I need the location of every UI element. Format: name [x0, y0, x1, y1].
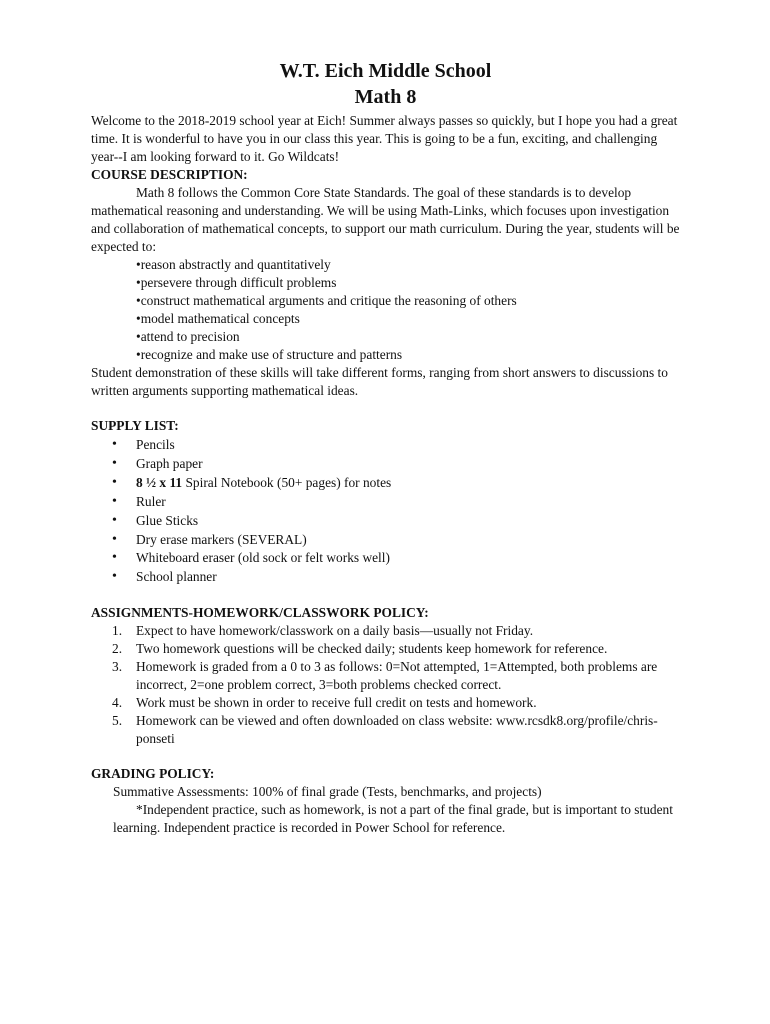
supply-item-text: School planner [136, 569, 217, 585]
section-gap [91, 587, 680, 604]
policy-number: 1. [112, 623, 123, 639]
skill-item: •recognize and make use of structure and patterns [136, 347, 403, 362]
skills-list [91, 256, 680, 364]
supply-item [91, 455, 680, 474]
policy-number: 2. [112, 641, 123, 657]
policy-item [91, 694, 680, 712]
policy-item [91, 658, 680, 694]
bullet-icon: • [112, 512, 117, 528]
supply-item-text: Glue Sticks [136, 512, 199, 528]
skill-item: •attend to precision [136, 329, 240, 344]
supply-item-text: Graph paper [136, 455, 203, 471]
course-title: Math 8 [354, 86, 417, 108]
independent-practice-note: *Independent practice, such as homework, is not a part of the final grade, but is important to student learning. Independent practice is recorded in Power School for reference. [113, 802, 673, 836]
policy-number: 4. [112, 695, 123, 711]
policy-item [91, 712, 680, 748]
supply-item-text: Dry erase markers (SEVERAL) [136, 531, 307, 547]
grading-section [91, 783, 680, 837]
bullet-icon: • [112, 550, 117, 566]
policy-number: 5. [112, 713, 123, 729]
policy-text: Homework is graded from a 0 to 3 as follows: 0=Not attempted, 1=Attempted, both problems are incorrect, 2=one problem correct, 3=both problems checked correct. [136, 659, 658, 693]
policy-number: 3. [112, 659, 123, 675]
bullet-icon: • [112, 437, 117, 452]
bullet-icon: • [112, 493, 117, 509]
skill-item: •model mathematical concepts [136, 311, 300, 326]
assignments-heading: ASSIGNMENTS-HOMEWORK/CLASSWORK POLICY: [91, 605, 429, 621]
policy-text: Expect to have homework/classwork on a daily basis—usually not Friday. [136, 623, 534, 639]
summative-line: Summative Assessments: 100% of final grade (Tests, benchmarks, and projects) [113, 784, 542, 800]
supply-item [91, 568, 680, 587]
policy-text: Homework can be viewed and often downloaded on class website: www.rcsdk8.org/profile/chris-ponseti [136, 713, 658, 747]
supply-list [91, 436, 680, 587]
supply-item-text: Spiral Notebook (50+ pages) for notes [182, 474, 392, 490]
skill-item: •reason abstractly and quantitatively [136, 257, 331, 272]
supply-item [91, 531, 680, 550]
bullet-icon: • [112, 569, 117, 585]
policy-text: Work must be shown in order to receive full credit on tests and homework. [136, 695, 537, 711]
supply-item [91, 512, 680, 531]
supply-item [91, 474, 680, 493]
supply-item-bold: 8 ½ x 11 [136, 474, 183, 490]
supply-list-heading: SUPPLY LIST: [91, 418, 179, 433]
bullet-icon: • [112, 531, 117, 547]
supply-item [91, 549, 680, 568]
supply-item-text: Ruler [136, 493, 166, 509]
grading-heading: GRADING POLICY: [91, 766, 215, 782]
policy-text: Two homework questions will be checked daily; students keep homework for reference. [136, 641, 608, 657]
school-title: W.T. Eich Middle School [279, 60, 492, 82]
course-description-heading: COURSE DESCRIPTION: [91, 167, 248, 182]
bullet-icon: • [112, 474, 117, 490]
section-gap [91, 400, 680, 417]
course-description-closing: Student demonstration of these skills will take different forms, ranging from short answers to discussions to written arguments supporting mathematical ideas. [91, 365, 668, 398]
course-description-intro: Math 8 follows the Common Core State Standards. The goal of these standards is to develop mathematical reasoning and understanding. We will be using Math-Links, which focuses upon investigation and collaboration of mathematical concepts, to support our math curriculum. During the year, students will be expected to: [91, 185, 680, 254]
assignments-list [91, 622, 680, 748]
policy-item [91, 622, 680, 640]
welcome-paragraph: Welcome to the 2018-2019 school year at Eich! Summer always passes so quickly, but I hope you had a great time. It is wonderful to have you in our class this year. This is going to be a fun, exciting, and challenging year--I am looking forward to it. Go Wildcats! [91, 113, 678, 164]
bullet-icon: • [112, 455, 117, 471]
policy-item [91, 640, 680, 658]
section-gap [91, 748, 680, 765]
skill-item: •persevere through difficult problems [136, 275, 337, 290]
skill-item: •construct mathematical arguments and critique the reasoning of others [136, 293, 517, 308]
supply-item [91, 436, 680, 455]
supply-item-text: Pencils [136, 437, 175, 452]
supply-item-text: Whiteboard eraser (old sock or felt works well) [136, 550, 390, 566]
supply-item [91, 493, 680, 512]
